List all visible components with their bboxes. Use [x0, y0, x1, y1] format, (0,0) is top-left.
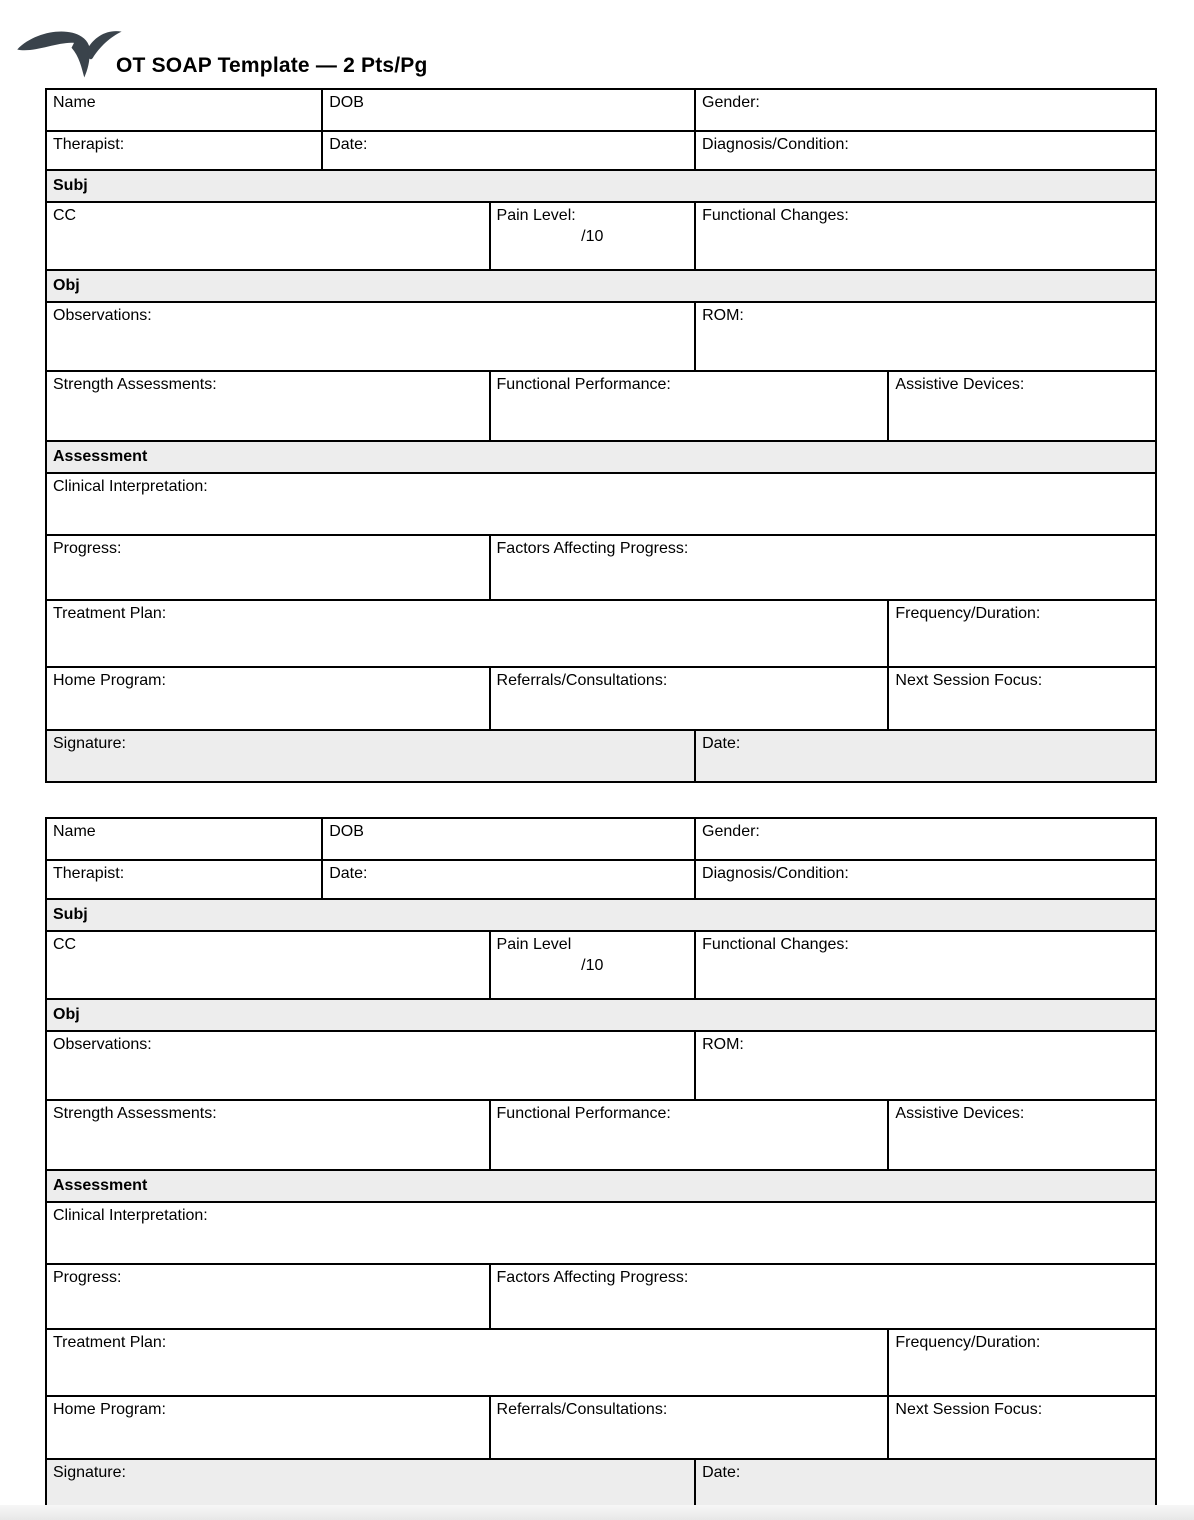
factors-affecting-progress-field[interactable]: [489, 536, 1155, 599]
date-field[interactable]: [321, 861, 694, 898]
therapist-label: Therapist:: [53, 136, 125, 153]
functional-changes-label: Functional Changes:: [702, 207, 849, 224]
functional-performance-field[interactable]: [489, 1101, 888, 1169]
progress-field[interactable]: [47, 536, 489, 599]
progress-label: Progress:: [53, 1269, 122, 1286]
subjective-section-header: Subj: [47, 169, 1155, 201]
functional-changes-field[interactable]: [694, 932, 1155, 998]
home-program-label: Home Program:: [53, 672, 166, 689]
treatment-plan-field[interactable]: [47, 601, 887, 666]
clinical-interpretation-field[interactable]: [47, 474, 1155, 534]
pain-level-field[interactable]: [489, 203, 695, 269]
factors-label: Factors Affecting Progress:: [496, 540, 689, 557]
gender-field[interactable]: [694, 90, 1155, 130]
assessment-section-header: Assessment: [47, 1169, 1155, 1201]
therapist-label: Therapist:: [53, 865, 125, 882]
strength-assessments-field[interactable]: [47, 372, 489, 440]
functional-changes-label: Functional Changes:: [702, 936, 849, 953]
date-field[interactable]: [321, 132, 694, 169]
functional-performance-field[interactable]: [489, 372, 888, 440]
rom-field[interactable]: [694, 1032, 1155, 1099]
referrals-field[interactable]: [489, 668, 888, 729]
assistive-devices-field[interactable]: [887, 1101, 1155, 1169]
signature-date-field[interactable]: [694, 731, 1155, 781]
dob-field[interactable]: [321, 819, 694, 859]
strength-label: Strength Assessments:: [53, 376, 217, 393]
page-bottom-edge: [0, 1505, 1194, 1520]
home-program-field[interactable]: [47, 1397, 489, 1458]
frequency-label: Frequency/Duration:: [895, 605, 1041, 622]
assessment-section-header: Assessment: [47, 440, 1155, 472]
chief-complaint-field[interactable]: [47, 203, 489, 269]
next-session-focus-field[interactable]: [887, 668, 1155, 729]
pain-scale-label: /10: [581, 228, 604, 245]
clinical-interpretation-label: Clinical Interpretation:: [53, 478, 208, 495]
strength-label: Strength Assessments:: [53, 1105, 217, 1122]
assistive-devices-field[interactable]: [887, 372, 1155, 440]
clinical-interpretation-label: Clinical Interpretation:: [53, 1207, 208, 1224]
assistive-devices-label: Assistive Devices:: [895, 376, 1025, 393]
bird-logo-icon: [12, 24, 126, 80]
therapist-field[interactable]: [47, 861, 321, 898]
signature-date-label: Date:: [702, 735, 741, 752]
soap-form-section-1: [45, 88, 1157, 783]
rom-field[interactable]: [694, 303, 1155, 370]
next-session-label: Next Session Focus:: [895, 672, 1043, 689]
treatment-plan-label: Treatment Plan:: [53, 1334, 167, 1351]
signature-date-field[interactable]: [694, 1460, 1155, 1510]
signature-label: Signature:: [53, 735, 126, 752]
date-label: Date:: [329, 865, 368, 882]
home-program-label: Home Program:: [53, 1401, 166, 1418]
referrals-field[interactable]: [489, 1397, 888, 1458]
diagnosis-label: Diagnosis/Condition:: [702, 136, 849, 153]
functional-performance-label: Functional Performance:: [496, 376, 671, 393]
treatment-plan-label: Treatment Plan:: [53, 605, 167, 622]
pain-scale-label: /10: [581, 957, 604, 974]
next-session-label: Next Session Focus:: [895, 1401, 1043, 1418]
assistive-devices-label: Assistive Devices:: [895, 1105, 1025, 1122]
therapist-field[interactable]: [47, 132, 321, 169]
treatment-plan-field[interactable]: [47, 1330, 887, 1395]
clinical-interpretation-field[interactable]: [47, 1203, 1155, 1263]
factors-affecting-progress-field[interactable]: [489, 1265, 1155, 1328]
observations-field[interactable]: [47, 303, 694, 370]
soap-form-section-2: [45, 817, 1157, 1512]
frequency-label: Frequency/Duration:: [895, 1334, 1041, 1351]
functional-changes-field[interactable]: [694, 203, 1155, 269]
signature-date-label: Date:: [702, 1464, 741, 1481]
name-label: Name: [53, 823, 96, 840]
diagnosis-field[interactable]: [694, 132, 1155, 169]
functional-performance-label: Functional Performance:: [496, 1105, 671, 1122]
chief-complaint-field[interactable]: [47, 932, 489, 998]
gender-label: Gender:: [702, 823, 760, 840]
page-title: OT SOAP Template — 2 Pts/Pg: [116, 54, 428, 77]
progress-field[interactable]: [47, 1265, 489, 1328]
subjective-section-header: Subj: [47, 898, 1155, 930]
dob-label: DOB: [329, 94, 364, 111]
factors-label: Factors Affecting Progress:: [496, 1269, 689, 1286]
observations-label: Observations:: [53, 1036, 152, 1053]
objective-section-header: Obj: [47, 269, 1155, 301]
home-program-field[interactable]: [47, 668, 489, 729]
signature-field[interactable]: [47, 1460, 694, 1510]
frequency-duration-field[interactable]: [887, 601, 1155, 666]
name-label: Name: [53, 94, 96, 111]
dob-label: DOB: [329, 823, 364, 840]
rom-label: ROM:: [702, 307, 744, 324]
observations-field[interactable]: [47, 1032, 694, 1099]
gender-field[interactable]: [694, 819, 1155, 859]
strength-assessments-field[interactable]: [47, 1101, 489, 1169]
progress-label: Progress:: [53, 540, 122, 557]
referrals-label: Referrals/Consultations:: [496, 1401, 668, 1418]
pain-level-label: Pain Level: [496, 936, 572, 953]
objective-section-header: Obj: [47, 998, 1155, 1030]
signature-label: Signature:: [53, 1464, 126, 1481]
next-session-focus-field[interactable]: [887, 1397, 1155, 1458]
frequency-duration-field[interactable]: [887, 1330, 1155, 1395]
gender-label: Gender:: [702, 94, 760, 111]
diagnosis-field[interactable]: [694, 861, 1155, 898]
pain-level-label: Pain Level:: [496, 207, 576, 224]
observations-label: Observations:: [53, 307, 152, 324]
name-field[interactable]: [47, 90, 321, 130]
referrals-label: Referrals/Consultations:: [496, 672, 668, 689]
pain-level-field[interactable]: [489, 932, 695, 998]
rom-label: ROM:: [702, 1036, 744, 1053]
diagnosis-label: Diagnosis/Condition:: [702, 865, 849, 882]
signature-field[interactable]: [47, 731, 694, 781]
cc-label: CC: [53, 936, 77, 953]
cc-label: CC: [53, 207, 77, 224]
dob-field[interactable]: [321, 90, 694, 130]
name-field[interactable]: [47, 819, 321, 859]
document-header: [0, 0, 1194, 80]
date-label: Date:: [329, 136, 368, 153]
